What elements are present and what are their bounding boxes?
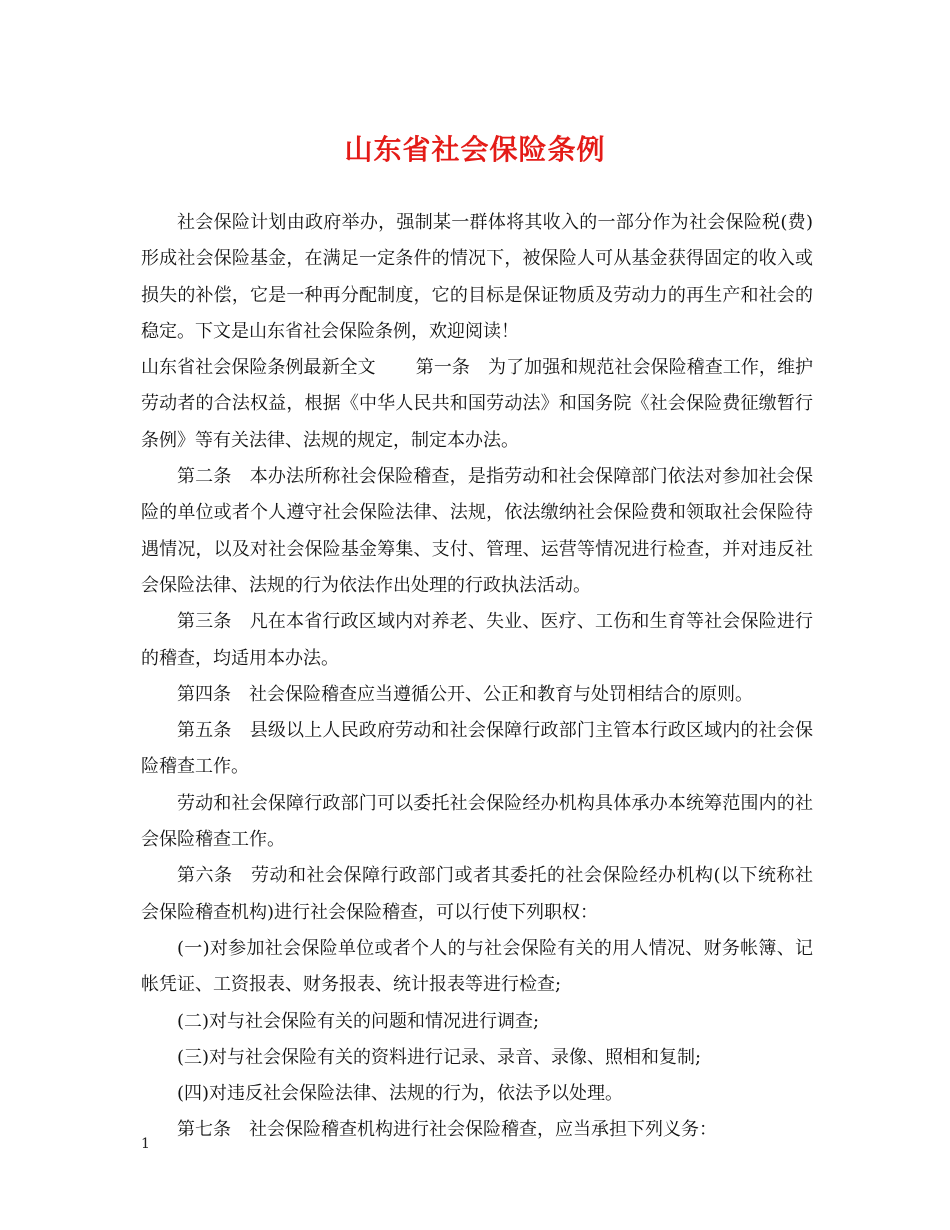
intro-paragraph: 社会保险计划由政府举办，强制某一群体将其收入的一部分作为社会保险税(费)形成社会保险基金，在满足一定条件的情况下，被保险人可从基金获得固定的收入或损失的补偿，它是一种再分配制度，它的目标是保证物质及劳动力的再生产和社会的稳定。下文是山东省社会保险条例，欢迎阅读！ (141, 212, 813, 342)
article-1-paragraph (141, 350, 813, 459)
article-7-paragraph: 第七条 社会保险稽查机构进行社会保险稽查，应当承担下列义务： (177, 1119, 717, 1141)
article-5-paragraph: 第五条 县级以上人民政府劳动和社会保障行政部门主管本行政区域内的社会保险稽查工作。 (141, 720, 813, 778)
article-6-paragraph: 第六条 劳动和社会保障行政部门或者其委托的社会保险经办机构(以下统称社会保险稽查机构)进行社会保险稽查，可以行使下列职权： (141, 865, 813, 923)
fulltext-heading: 山东省社会保险条例最新全文 (141, 357, 376, 379)
article-6-item-1: (一)对参加社会保险单位或者个人的与社会保险有关的用人情况、财务帐簿、记帐凭证、工资报表、财务报表、统计报表等进行检查; (141, 937, 813, 996)
article-1-text: 第一条 为了加强和规范社会保险稽查工作，维护劳动者的合法权益，根据《中华人民共和国劳动法》和国务院《社会保险费征缴暂行条例》等有关法律、法规的规定，制定本办法。 (141, 357, 814, 451)
article-4-paragraph: 第四条 社会保险稽查应当遵循公开、公正和教育与处罚相结合的原则。 (177, 683, 753, 705)
article-6-item-2: (二)对与社会保险有关的问题和情况进行调查; (177, 1010, 540, 1032)
article-2-paragraph: 第二条 本办法所称社会保险稽查，是指劳动和社会保障部门依法对参加社会保险的单位或者个人遵守社会保险法律、法规，依法缴纳社会保险费和领取社会保险待遇情况，以及对社会保险基金筹集、支付、管理、运营等情况进行检查，并对违反社会保险法律、法规的行为依法作出处理的行政执法活动。 (141, 466, 813, 596)
article-5-paragraph-2: 劳动和社会保障行政部门可以委托社会保险经办机构具体承办本统筹范围内的社会保险稽查工作。 (141, 792, 813, 851)
article-3-paragraph: 第三条 凡在本省行政区域内对养老、失业、医疗、工伤和生育等社会保险进行的稽查，均适用本办法。 (141, 611, 813, 669)
page-title: 山东省社会保险条例 (344, 133, 606, 166)
article-6-item-4: (四)对违反社会保险法律、法规的行为，依法予以处理。 (177, 1083, 624, 1105)
page-number: 1 (141, 1136, 150, 1152)
article-6-item-3: (三)对与社会保险有关的资料进行记录、录音、录像、照相和复制; (177, 1046, 702, 1068)
document-body (141, 205, 813, 1149)
